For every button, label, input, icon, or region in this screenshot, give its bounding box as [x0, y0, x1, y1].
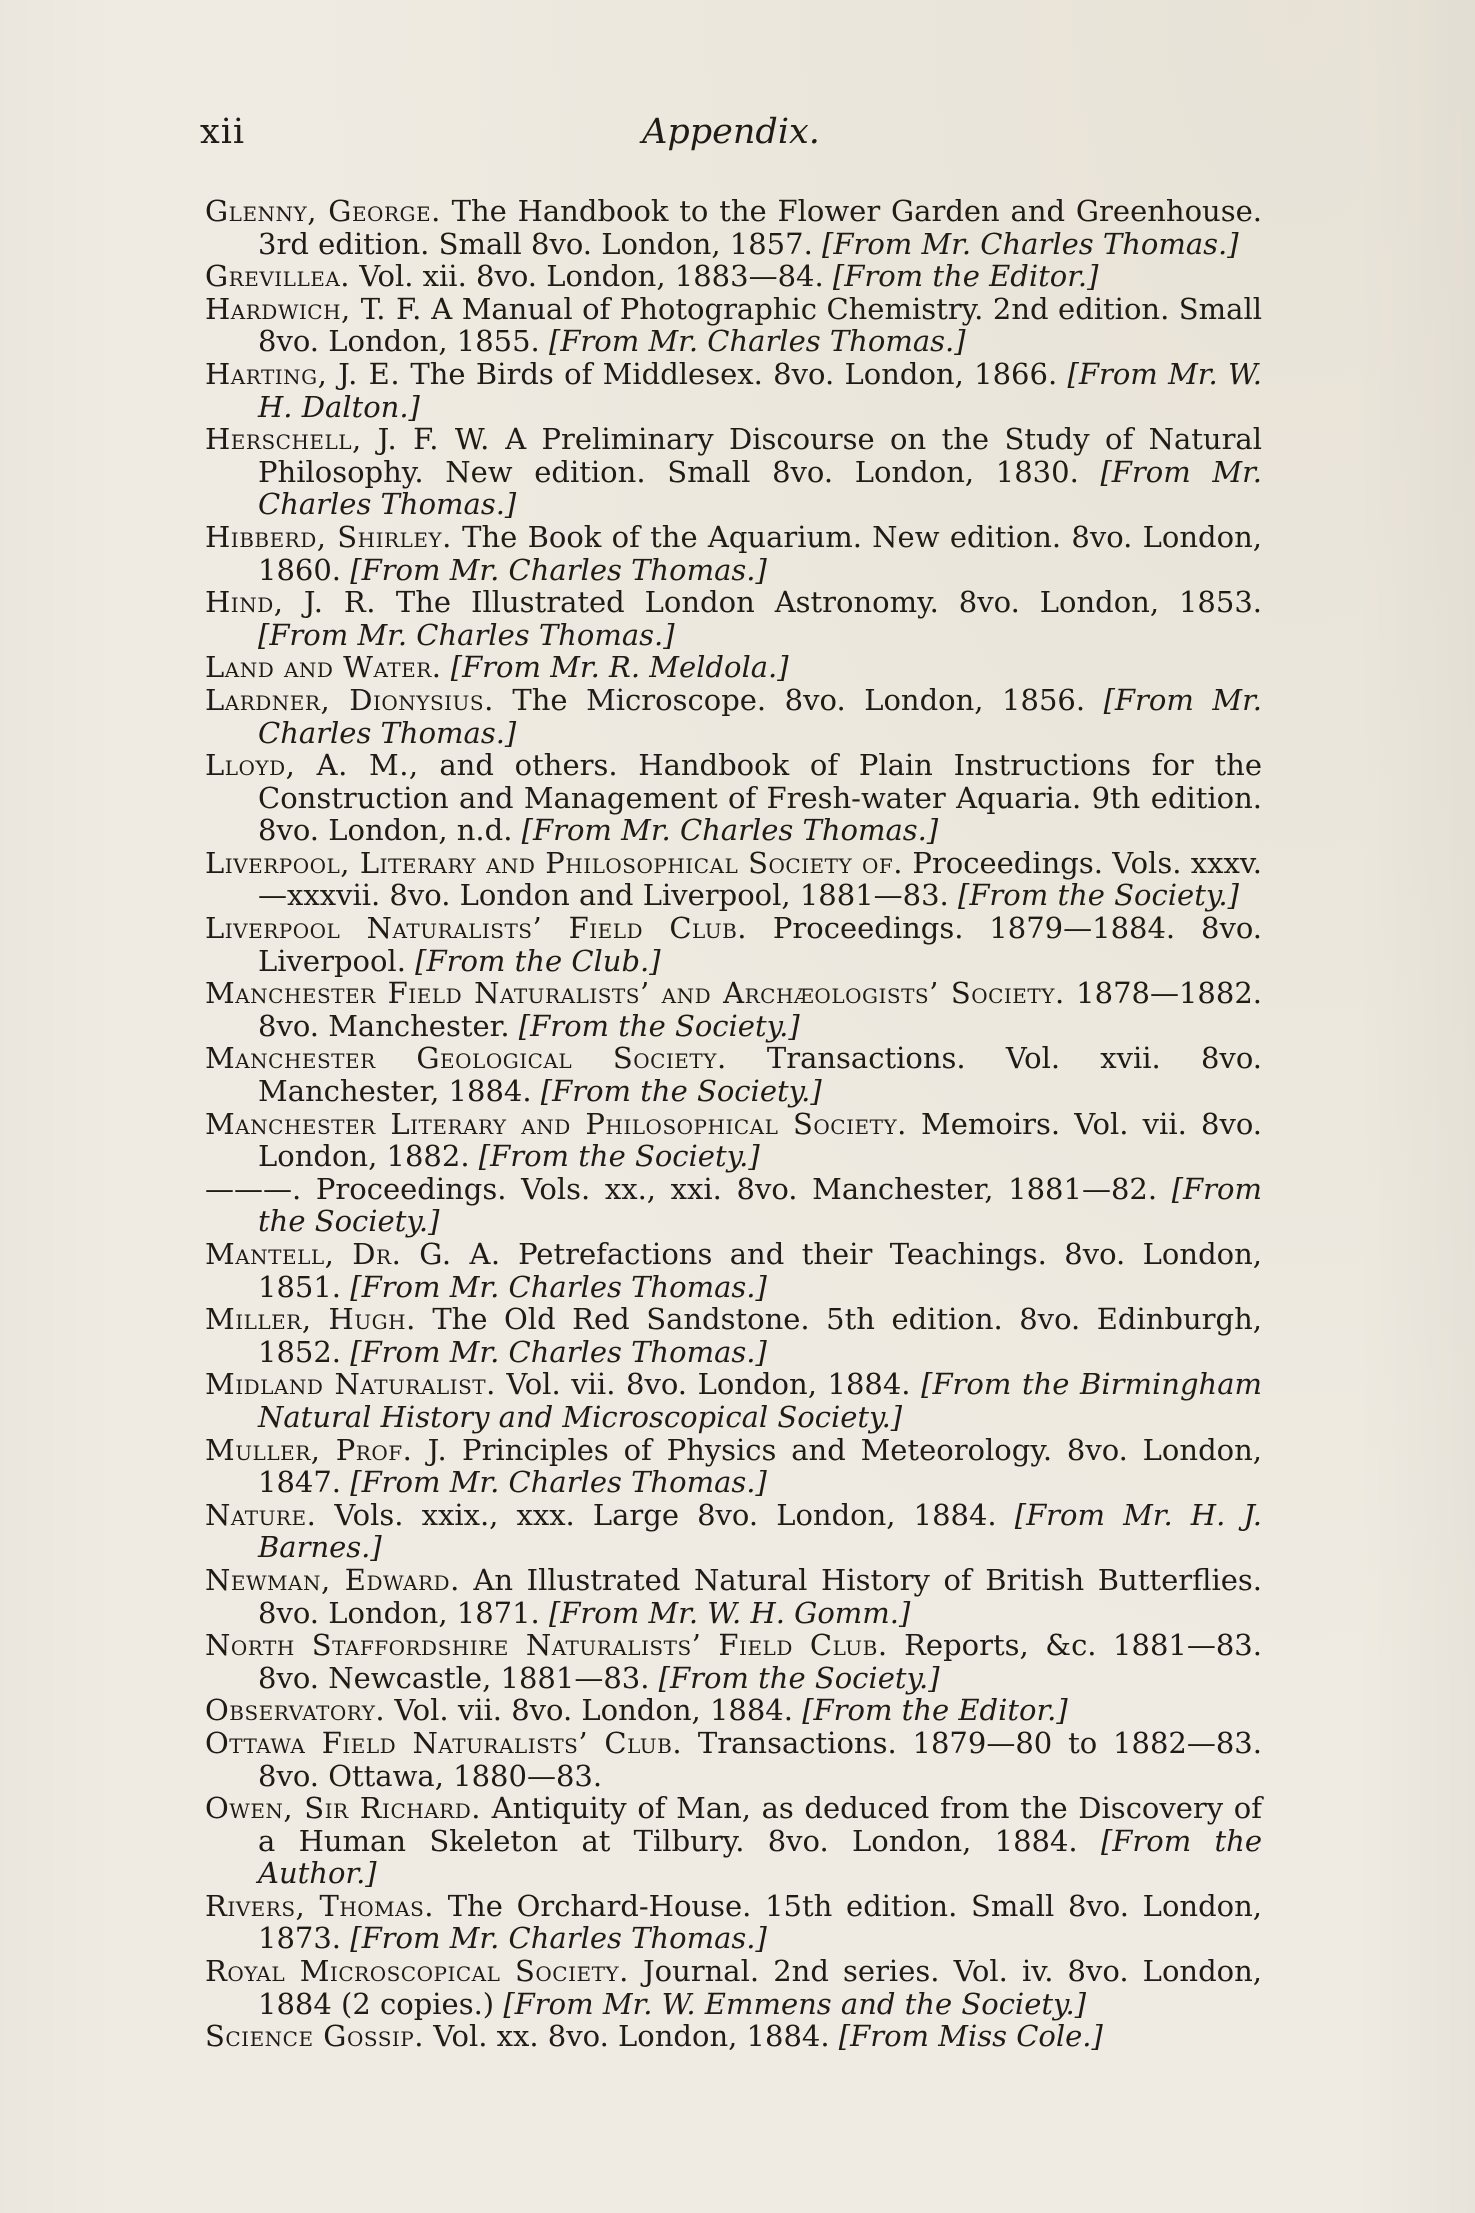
entry-source: [From Mr. Charles Thomas.] — [822, 226, 1239, 261]
bibliography-entry — [205, 1890, 1262, 1955]
bibliography-entry — [205, 358, 1262, 423]
entry-source: [From Mr. Charles Thomas.] — [549, 324, 966, 359]
entry-source: [From Mr. W. Emmens and the Society.] — [503, 1986, 1087, 2021]
entry-author: North Staffordshire Naturalists’ Field Club. — [205, 1628, 888, 1663]
entry-author: Mantell, Dr. G. A. — [205, 1237, 501, 1271]
entry-description: The Illustrated London Astronomy. 8vo. London, 1853. — [375, 585, 1262, 620]
entry-description: Vols. xxix., xxx. Large 8vo. London, 1884. — [316, 1497, 1015, 1532]
entry-author: Manchester Field Naturalists’ and Archæologists’ Society. — [205, 976, 1065, 1011]
bibliography-entry — [205, 1173, 1262, 1238]
entry-author: Observatory. — [205, 1693, 386, 1728]
entry-description: The Microscope. 8vo. London, 1856. — [493, 682, 1104, 717]
entry-source: [From Mr. Charles Thomas.] — [350, 1465, 767, 1500]
bibliography-entry — [205, 847, 1262, 912]
entry-description: Transactions. Vol. xvii. 8vo. Manchester, 1884. — [258, 1041, 1262, 1109]
entry-source: [From Mr. Charles Thomas.] — [350, 1269, 767, 1304]
entry-author: Miller, Hugh. — [205, 1302, 416, 1337]
entry-source: [From the Society.] — [540, 1074, 822, 1109]
entry-source: [From Mr. R. Meldola.] — [450, 650, 789, 685]
bibliography-entry — [205, 521, 1262, 586]
entry-source: [From the Society.] — [518, 1008, 800, 1043]
bibliography-entry — [205, 1564, 1262, 1629]
entry-author: Manchester Literary and Philosophical Society. — [205, 1106, 907, 1141]
entry-description: The Old Red Sandstone. 5th edition. 8vo. Edinburgh, 1852. — [258, 1302, 1262, 1369]
entry-description: A Preliminary Discourse on the Study of Natural Philosophy. New edition. Small 8vo. London, 1830. — [258, 422, 1262, 489]
entry-description: A Manual of Photographic Chemistry. 2nd edition. Small 8vo. London, 1855. — [258, 291, 1262, 359]
bibliography-entry — [205, 1434, 1262, 1499]
entry-author: Manchester Geological Society. — [205, 1041, 727, 1076]
bibliography-entry — [205, 586, 1262, 651]
entry-source: [From Mr. H. J. Barnes.] — [258, 1497, 1262, 1565]
entry-description: The Book of the Aquarium. New edition. 8vo. London, 1860. — [258, 519, 1262, 587]
entry-description: 1878—1882. 8vo. Manchester. — [258, 976, 1262, 1043]
entry-description: Vol. xx. 8vo. London, 1884. — [423, 2019, 839, 2054]
bibliography-entry — [205, 1368, 1262, 1433]
bibliography-entry — [205, 1694, 1262, 1727]
entry-description: Proceedings. 1879—1884. 8vo. Liverpool. — [258, 911, 1262, 978]
entry-source: [From the Editor.] — [802, 1693, 1068, 1728]
bibliography-entry — [205, 2020, 1262, 2053]
entry-description: The Orchard-House. 15th edition. Small 8vo. London, 1873. — [258, 1888, 1262, 1956]
entry-source: [From the Author.] — [258, 1823, 1262, 1891]
entry-author: Grevillea. — [205, 259, 350, 294]
entry-author: Glenny, George. — [205, 194, 441, 228]
entry-source: [From Mr. Charles Thomas.] — [258, 682, 1262, 750]
entry-description: Transactions. 1879—80 to 1882—83. 8vo. Ottawa, 1880—83. — [258, 1725, 1262, 1793]
entry-source: [From the Society.] — [478, 1139, 760, 1174]
bibliography-entry — [205, 1499, 1262, 1564]
bibliography-entry — [205, 1727, 1262, 1792]
bibliography-entry — [205, 195, 1262, 260]
entry-description: ———. Proceedings. Vols. xx., xxi. 8vo. Manchester, 1881—82. — [205, 1171, 1172, 1206]
bibliography-entry — [205, 1042, 1262, 1107]
entry-author: Lardner, Dionysius. — [205, 682, 494, 717]
entry-source: [From Mr. Charles Thomas.] — [258, 454, 1262, 522]
bibliography-entry — [205, 912, 1262, 977]
bibliography-entry — [205, 1108, 1262, 1173]
bibliography-entry — [205, 1629, 1262, 1694]
page-number: xii — [200, 112, 246, 152]
entry-author: Muller, Prof. J. — [205, 1432, 448, 1467]
entry-description: The Birds of Middlesex. 8vo. London, 1866. — [400, 356, 1068, 391]
entry-author: Science Gossip. — [205, 2019, 424, 2054]
bibliography-entry — [205, 293, 1262, 358]
entry-description: Journal. 2nd series. Vol. iv. 8vo. London, 1884 (2 copies.) — [258, 1954, 1262, 2021]
entry-description: Vol. xii. 8vo. London, 1883—84. — [350, 259, 833, 294]
entry-description: The Handbook to the Flower Garden and Greenhouse. 3rd edition. Small 8vo. London, 1857. — [258, 194, 1262, 261]
entry-author: Hind, J. R. — [205, 585, 376, 620]
entry-source: [From Mr. Charles Thomas.] — [521, 813, 939, 848]
bibliography-entry — [205, 260, 1262, 293]
entry-source: [From Mr. Charles Thomas.] — [350, 552, 767, 587]
entry-description: An Illustrated Natural History of British Butterflies. 8vo. London, 1871. — [258, 1562, 1262, 1630]
entry-author: Hardwich, T. F. — [205, 291, 422, 326]
bibliography-list — [205, 195, 1262, 2053]
entry-author: Lloyd, A. M., — [205, 748, 419, 783]
bibliography-entry — [205, 1303, 1262, 1368]
entry-author: Hibberd, Shirley. — [205, 519, 452, 554]
bibliography-entry — [205, 651, 1262, 684]
entry-description: Memoirs. Vol. vii. 8vo. London, 1882. — [258, 1106, 1262, 1174]
entry-source: [From the Society.] — [958, 878, 1239, 913]
entry-description: Vol. vii. 8vo. London, 1884. — [495, 1367, 922, 1402]
entry-description: Vol. vii. 8vo. London, 1884. — [385, 1693, 803, 1728]
entry-source: [From the Society.] — [258, 1171, 1262, 1239]
entry-source: [From Mr. Charles Thomas.] — [258, 617, 675, 652]
entry-source: [From the Birmingham Natural History and Microscopical Society.] — [258, 1367, 1262, 1434]
entry-author: Nature. — [205, 1497, 317, 1532]
entry-description: Proceedings. Vols. xxxv.—xxxvii. 8vo. London and Liverpool, 1881—83. — [258, 845, 1262, 913]
entry-description: Petrefactions and their Teachings. 8vo. London, 1851. — [258, 1237, 1262, 1304]
entry-source: [From Mr. W. H. Dalton.] — [258, 356, 1262, 424]
entry-source: [From Mr. W. H. Gomm.] — [549, 1595, 911, 1630]
entry-author: Midland Naturalist. — [205, 1367, 496, 1402]
bibliography-entry — [205, 977, 1262, 1042]
bibliography-entry — [205, 1955, 1262, 2020]
entry-description — [442, 650, 451, 684]
running-title: Appendix. — [642, 112, 820, 152]
bibliography-entry — [205, 1792, 1262, 1890]
entry-source: [From the Society.] — [658, 1660, 940, 1695]
page-header — [200, 112, 1262, 162]
entry-author: Liverpool Naturalists’ Field Club. — [205, 911, 748, 946]
entry-description: Principles of Physics and Meteorology. 8vo. London, 1847. — [258, 1432, 1262, 1500]
entry-description: and others. Handbook of Plain Instructions for the Construction and Management of Fresh-water Aquaria. 9th edition. 8vo. London, n.d. — [258, 748, 1262, 848]
entry-author: Ottawa Field Naturalists’ Club. — [205, 1725, 683, 1760]
entry-author: Land and Water. — [205, 650, 442, 685]
bibliography-entry — [205, 1238, 1262, 1303]
entry-source: [From Mr. Charles Thomas.] — [350, 1334, 767, 1369]
entry-description: Antiquity of Man, as deduced from the Discovery of a Human Skeleton at Tilbury. 8vo. London, 1884. — [258, 1791, 1262, 1858]
bibliography-entry — [205, 423, 1262, 521]
bibliography-entry — [205, 749, 1262, 847]
entry-source: [From the Editor.] — [832, 259, 1099, 294]
entry-author: Liverpool, Literary and Philosophical Society of. — [205, 845, 904, 880]
entry-author: Owen, Sir Richard. — [205, 1791, 481, 1826]
entry-source: [From Miss Cole.] — [838, 2019, 1103, 2054]
entry-source: [From the Club.] — [415, 943, 661, 978]
entry-author: Newman, Edward. — [205, 1562, 460, 1597]
bibliography-entry — [205, 684, 1262, 749]
entry-description: Reports, &c. 1881—83. 8vo. Newcastle, 1881—83. — [258, 1628, 1262, 1695]
entry-author: Harting, J. E. — [205, 356, 401, 391]
entry-author: Royal Microscopical Society. — [205, 1954, 629, 1989]
entry-author: Herschell, J. F. W. — [205, 422, 490, 457]
entry-source: [From Mr. Charles Thomas.] — [350, 1921, 767, 1956]
entry-author: Rivers, Thomas. — [205, 1888, 434, 1923]
